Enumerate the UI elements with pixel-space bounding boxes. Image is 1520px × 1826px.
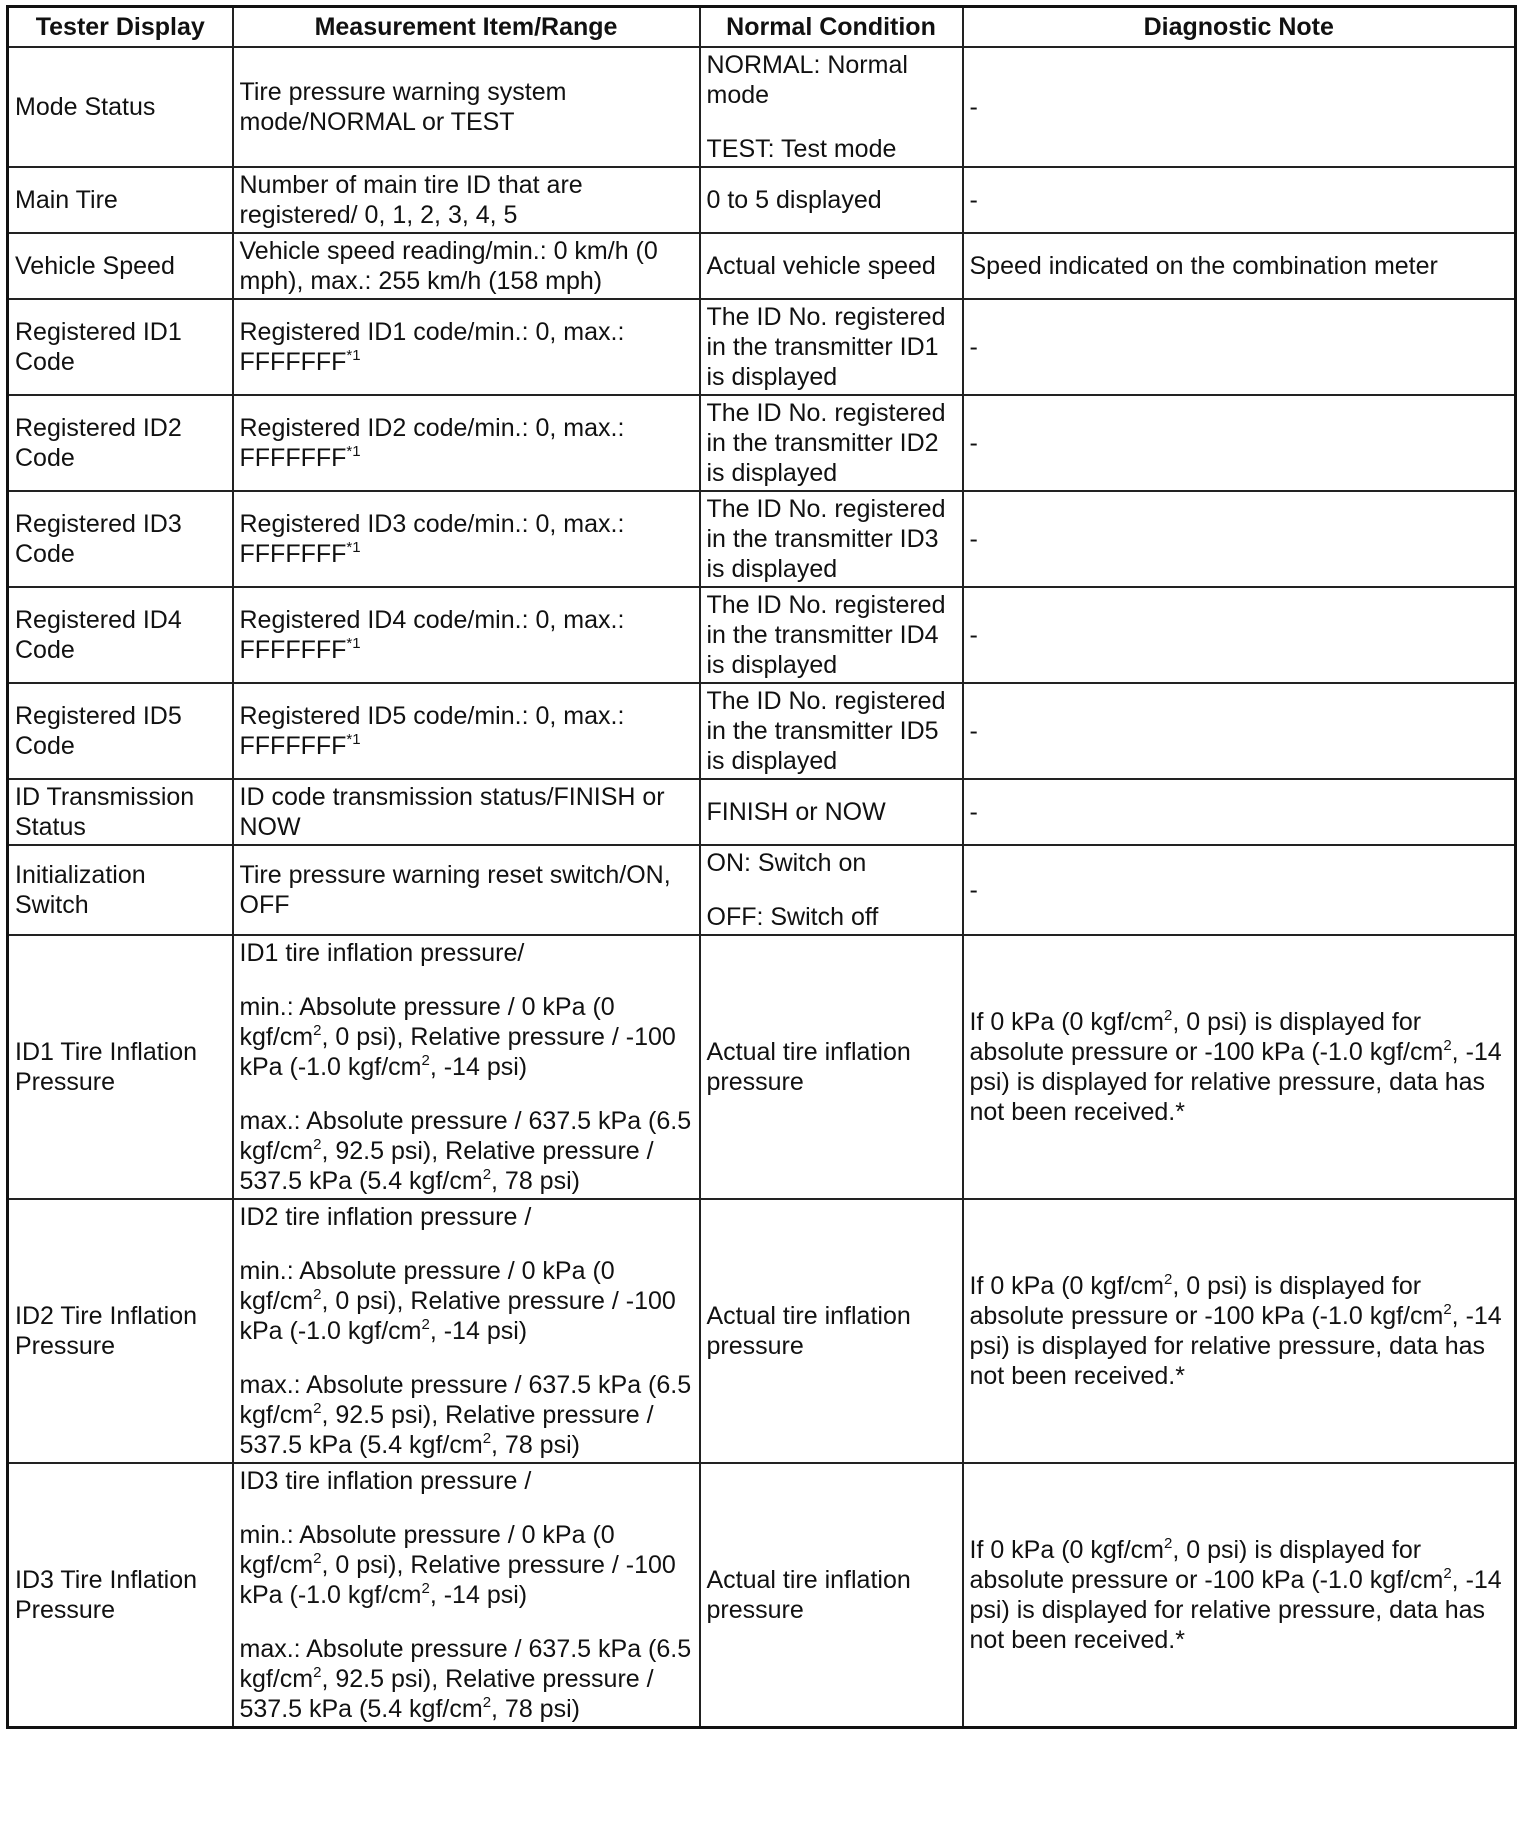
cell-tester-display: Registered ID3 Code (8, 491, 233, 587)
cell-diagnostic-note: - (963, 491, 1516, 587)
cell-normal-condition (700, 587, 963, 683)
header-row (8, 7, 1516, 48)
cell-normal-condition (700, 935, 963, 1199)
cell-tester-display: ID2 Tire Inflation Pressure (8, 1199, 233, 1463)
cell-normal-condition (700, 47, 963, 167)
normal-condition-paragraph: 0 to 5 displayed (706, 186, 882, 214)
cell-diagnostic-note: If 0 kPa (0 kgf/$cm^2$, 0 psi) is displayed for absolute pressure or -100 kPa (-1.0 kgf/$cm^2$, -14 psi) is displayed for relative pressure, data has not been received.* (963, 935, 1516, 1199)
normal-condition-paragraph: OFF: Switch off (706, 903, 879, 931)
normal-condition-paragraph: ON: Switch on (706, 849, 867, 877)
table-row (8, 299, 1516, 395)
cell-normal-condition (700, 683, 963, 779)
range-paragraph: max.: Absolute pressure / 637.5 kPa (6.5 kgf/$cm^2$, 92.5 psi), Relative pressure / 537.5 kPa (5.4 kgf/$cm^2$, 78 psi) (239, 1635, 692, 1723)
range-paragraph: Tire pressure warning system mode/NORMAL or TEST (239, 78, 567, 136)
range-paragraph: min.: Absolute pressure / 0 kPa (0 kgf/$cm^2$, 0 psi), Relative pressure / -100 kPa (-1.0 kgf/$cm^2$, -14 psi) (239, 1521, 676, 1609)
range-paragraph: Vehicle speed reading/min.: 0 km/h (0 mph), max.: 255 km/h (158 mph) (239, 237, 658, 295)
range-paragraph: Tire pressure warning reset switch/ON, OFF (239, 861, 671, 919)
cell-diagnostic-note: If 0 kPa (0 kgf/$cm^2$, 0 psi) is displayed for absolute pressure or -100 kPa (-1.0 kgf/$cm^2$, -14 psi) is displayed for relative pressure, data has not been received.* (963, 1199, 1516, 1463)
cell-normal-condition (700, 299, 963, 395)
cell-tester-display: ID1 Tire Inflation Pressure (8, 935, 233, 1199)
cell-tester-display: Initialization Switch (8, 845, 233, 935)
range-paragraph: max.: Absolute pressure / 637.5 kPa (6.5 kgf/$cm^2$, 92.5 psi), Relative pressure / 537.5 kPa (5.4 kgf/$cm^2$, 78 psi) (239, 1371, 692, 1459)
cell-normal-condition (700, 1199, 963, 1463)
normal-condition-paragraph: Actual tire inflation pressure (706, 1038, 911, 1096)
range-paragraph: Registered ID4 code/min.: 0, max.: FFFFFFF$^{*1}$ (239, 606, 625, 664)
table-row (8, 935, 1516, 1199)
normal-condition-paragraph: The ID No. registered in the transmitter ID5 is displayed (706, 687, 946, 775)
cell-normal-condition (700, 779, 963, 845)
data-list-sheet (6, 5, 1514, 1729)
cell-measurement-range (233, 233, 700, 299)
range-paragraph: max.: Absolute pressure / 637.5 kPa (6.5 kgf/$cm^2$, 92.5 psi), Relative pressure / 537.5 kPa (5.4 kgf/$cm^2$, 78 psi) (239, 1107, 692, 1195)
cell-normal-condition (700, 1463, 963, 1728)
range-paragraph: min.: Absolute pressure / 0 kPa (0 kgf/$cm^2$, 0 psi), Relative pressure / -100 kPa (-1.0 kgf/$cm^2$, -14 psi) (239, 993, 676, 1081)
range-paragraph: Registered ID2 code/min.: 0, max.: FFFFFFF$^{*1}$ (239, 414, 625, 472)
cell-diagnostic-note: - (963, 779, 1516, 845)
cell-diagnostic-note: Speed indicated on the combination meter (963, 233, 1516, 299)
range-paragraph: min.: Absolute pressure / 0 kPa (0 kgf/$cm^2$, 0 psi), Relative pressure / -100 kPa (-1.0 kgf/$cm^2$, -14 psi) (239, 1257, 676, 1345)
normal-condition-paragraph: The ID No. registered in the transmitter ID2 is displayed (706, 399, 946, 487)
cell-tester-display: Main Tire (8, 167, 233, 233)
table-row (8, 395, 1516, 491)
cell-normal-condition (700, 233, 963, 299)
range-paragraph: Number of main tire ID that are registered/ 0, 1, 2, 3, 4, 5 (239, 171, 583, 229)
table-row (8, 1463, 1516, 1728)
cell-measurement-range (233, 779, 700, 845)
cell-tester-display: Registered ID5 Code (8, 683, 233, 779)
table-row (8, 587, 1516, 683)
cell-normal-condition (700, 395, 963, 491)
normal-condition-paragraph: The ID No. registered in the transmitter ID3 is displayed (706, 495, 946, 583)
range-paragraph: ID2 tire inflation pressure / (239, 1203, 532, 1231)
cell-diagnostic-note: - (963, 395, 1516, 491)
header-diagnostic-note: Diagnostic Note (963, 7, 1516, 48)
normal-condition-paragraph: The ID No. registered in the transmitter ID1 is displayed (706, 303, 946, 391)
cell-tester-display: Registered ID2 Code (8, 395, 233, 491)
cell-measurement-range (233, 47, 700, 167)
cell-diagnostic-note: - (963, 587, 1516, 683)
cell-measurement-range (233, 299, 700, 395)
cell-measurement-range (233, 683, 700, 779)
normal-condition-paragraph: NORMAL: Normal mode (706, 51, 908, 109)
cell-diagnostic-note: - (963, 683, 1516, 779)
range-paragraph: Registered ID1 code/min.: 0, max.: FFFFFFF$^{*1}$ (239, 318, 625, 376)
cell-measurement-range (233, 167, 700, 233)
cell-diagnostic-note: - (963, 299, 1516, 395)
normal-condition-paragraph: Actual tire inflation pressure (706, 1566, 911, 1624)
cell-diagnostic-note: If 0 kPa (0 kgf/$cm^2$, 0 psi) is displayed for absolute pressure or -100 kPa (-1.0 kgf/$cm^2$, -14 psi) is displayed for relative pressure, data has not been received.* (963, 1463, 1516, 1728)
cell-diagnostic-note: - (963, 845, 1516, 935)
cell-diagnostic-note: - (963, 47, 1516, 167)
range-paragraph: ID1 tire inflation pressure/ (239, 939, 525, 967)
header-measurement-item-range: Measurement Item/Range (233, 7, 700, 48)
range-paragraph: Registered ID5 code/min.: 0, max.: FFFFFFF$^{*1}$ (239, 702, 625, 760)
cell-normal-condition (700, 845, 963, 935)
cell-diagnostic-note: - (963, 167, 1516, 233)
table-row (8, 683, 1516, 779)
table-row (8, 779, 1516, 845)
cell-measurement-range (233, 935, 700, 1199)
normal-condition-paragraph: The ID No. registered in the transmitter ID4 is displayed (706, 591, 946, 679)
header-tester-display: Tester Display (8, 7, 233, 48)
table-row (8, 233, 1516, 299)
cell-measurement-range (233, 1199, 700, 1463)
cell-measurement-range (233, 491, 700, 587)
cell-tester-display: Mode Status (8, 47, 233, 167)
cell-measurement-range (233, 1463, 700, 1728)
table-body (8, 47, 1516, 1728)
cell-tester-display: ID3 Tire Inflation Pressure (8, 1463, 233, 1728)
header-normal-condition: Normal Condition (700, 7, 963, 48)
normal-condition-paragraph: FINISH or NOW (706, 798, 886, 826)
normal-condition-paragraph: Actual vehicle speed (706, 252, 936, 280)
tester-data-table (6, 5, 1517, 1729)
table-row (8, 1199, 1516, 1463)
range-paragraph: ID code transmission status/FINISH or NOW (239, 783, 665, 841)
range-paragraph: ID3 tire inflation pressure / (239, 1467, 532, 1495)
cell-normal-condition (700, 491, 963, 587)
cell-tester-display: Vehicle Speed (8, 233, 233, 299)
cell-tester-display: Registered ID1 Code (8, 299, 233, 395)
range-paragraph: Registered ID3 code/min.: 0, max.: FFFFFFF$^{*1}$ (239, 510, 625, 568)
cell-normal-condition (700, 167, 963, 233)
table-row (8, 167, 1516, 233)
cell-measurement-range (233, 587, 700, 683)
table-row (8, 47, 1516, 167)
table-row (8, 845, 1516, 935)
cell-tester-display: ID Transmission Status (8, 779, 233, 845)
table-row (8, 491, 1516, 587)
cell-tester-display: Registered ID4 Code (8, 587, 233, 683)
cell-measurement-range (233, 845, 700, 935)
cell-measurement-range (233, 395, 700, 491)
normal-condition-paragraph: Actual tire inflation pressure (706, 1302, 911, 1360)
normal-condition-paragraph: TEST: Test mode (706, 135, 897, 163)
